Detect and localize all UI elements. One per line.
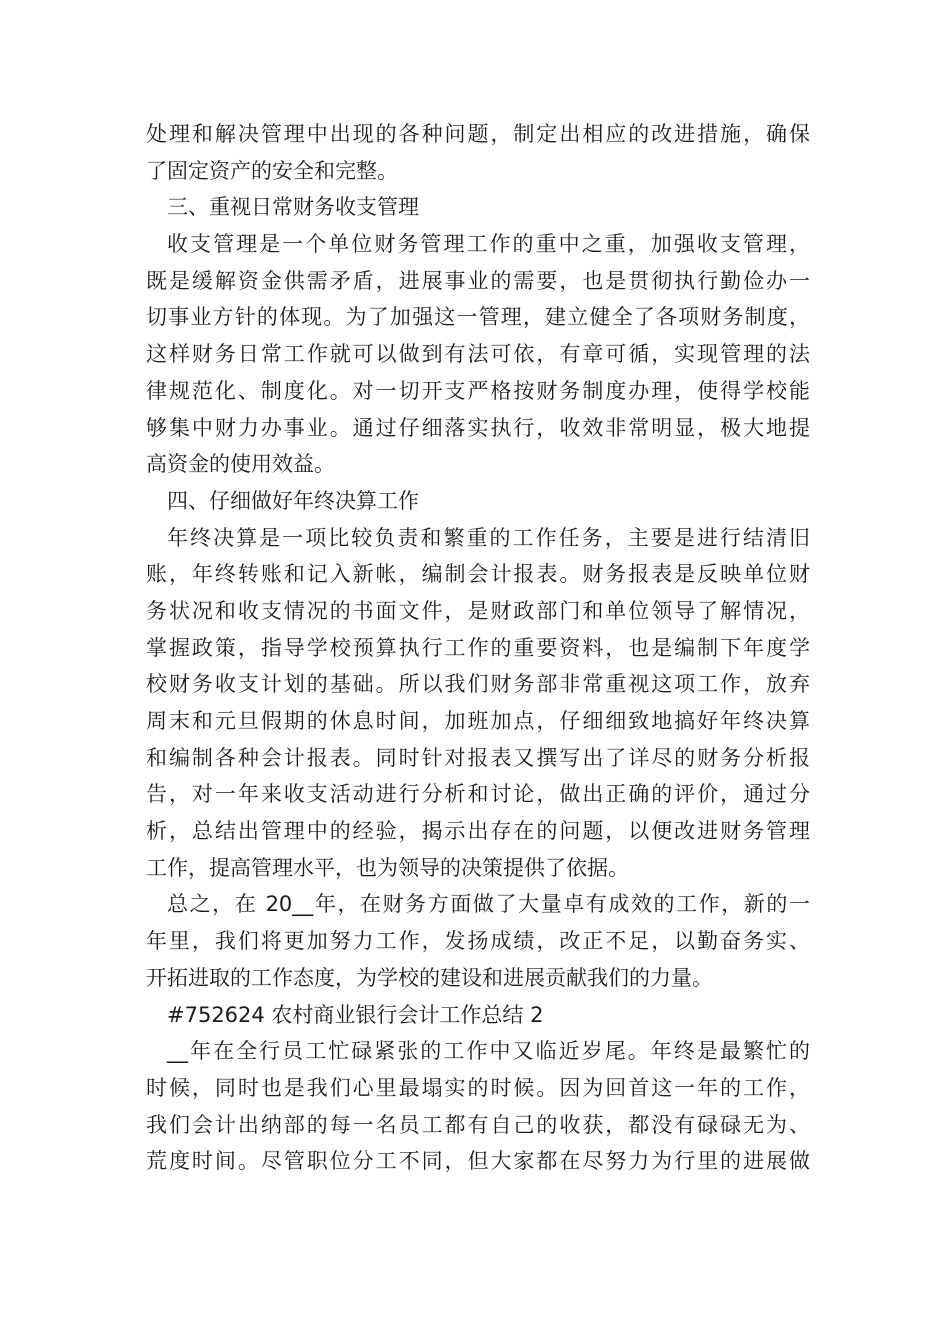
section-heading: 三、重视日常财务收支管理 [167, 195, 419, 220]
text-line: 年里，我们将更加努力工作，发扬成绩，改正不足，以勤奋务实、 [146, 929, 810, 954]
text-line: 这样财务日常工作就可以做到有法可依，有章可循，实现管理的法 [146, 342, 810, 367]
section-heading: 四、仔细做好年终决算工作 [167, 488, 419, 513]
text-line: 切事业方针的体现。为了加强这一管理，建立健全了各项财务制度， [146, 305, 810, 330]
text-line: 工作，提高管理水平，也为领导的决策提供了依据。 [146, 855, 629, 880]
text-line: 告，对一年来收支活动进行分析和讨论，做出正确的评价，通过分 [146, 782, 810, 807]
text-line: 年终决算是一项比较负责和繁重的工作任务，主要是进行结清旧 [167, 525, 810, 550]
text-line: 总之，在 20__年，在财务方面做了大量卓有成效的工作，新的一 [167, 892, 810, 917]
text-line: 够集中财力办事业。通过仔细落实执行，收效非常明显，极大地提 [146, 415, 810, 440]
text-line: 校财务收支计划的基础。所以我们财务部非常重视这项工作，放弃 [146, 672, 810, 697]
section-heading: #752624 农村商业银行会计工作总结 2 [167, 1002, 544, 1027]
text-line: 周末和元旦假期的休息时间，加班加点，仔细细致地搞好年终决算 [146, 709, 810, 733]
text-line: 和编制各种会计报表。同时针对报表又撰写出了详尽的财务分析报 [146, 745, 810, 770]
text-line: 高资金的使用效益。 [146, 452, 335, 477]
text-line: 掌握政策，指导学校预算执行工作的重要资料，也是编制下年度学 [146, 635, 810, 660]
text-line: __年在全行员工忙碌紧张的工作中又临近岁尾。年终是最繁忙的 [167, 1039, 810, 1064]
text-line: 时候，同时也是我们心里最塌实的时候。因为回首这一年的工作， [146, 1075, 810, 1100]
text-line: 荒度时间。尽管职位分工不同，但大家都在尽努力为行里的进展做 [146, 1149, 810, 1174]
text-line: 账，年终转账和记入新帐，编制会计报表。财务报表是反映单位财 [146, 562, 810, 587]
text-line: 我们会计出纳部的每一名员工都有自己的收获，都没有碌碌无为、 [146, 1112, 810, 1137]
text-line: 析，总结出管理中的经验，揭示出存在的问题，以便改进财务管理 [146, 819, 810, 844]
text-line: 开拓进取的工作态度，为学校的建设和进展贡献我们的力量。 [146, 965, 713, 990]
text-line: 律规范化、制度化。对一切开支严格按财务制度办理，使得学校能 [146, 378, 810, 403]
text-line: 务状况和收支情况的书面文件，是财政部门和单位领导了解情况， [146, 598, 810, 623]
text-line: 了固定资产的安全和完整。 [146, 158, 398, 183]
text-line: 处理和解决管理中出现的各种问题，制定出相应的改进措施，确保 [146, 122, 810, 146]
document-body [146, 116, 810, 1180]
text-line: 既是缓解资金供需矛盾，进展事业的需要，也是贯彻执行勤俭办一 [146, 268, 810, 293]
text-line: 收支管理是一个单位财务管理工作的重中之重，加强收支管理， [167, 232, 810, 257]
